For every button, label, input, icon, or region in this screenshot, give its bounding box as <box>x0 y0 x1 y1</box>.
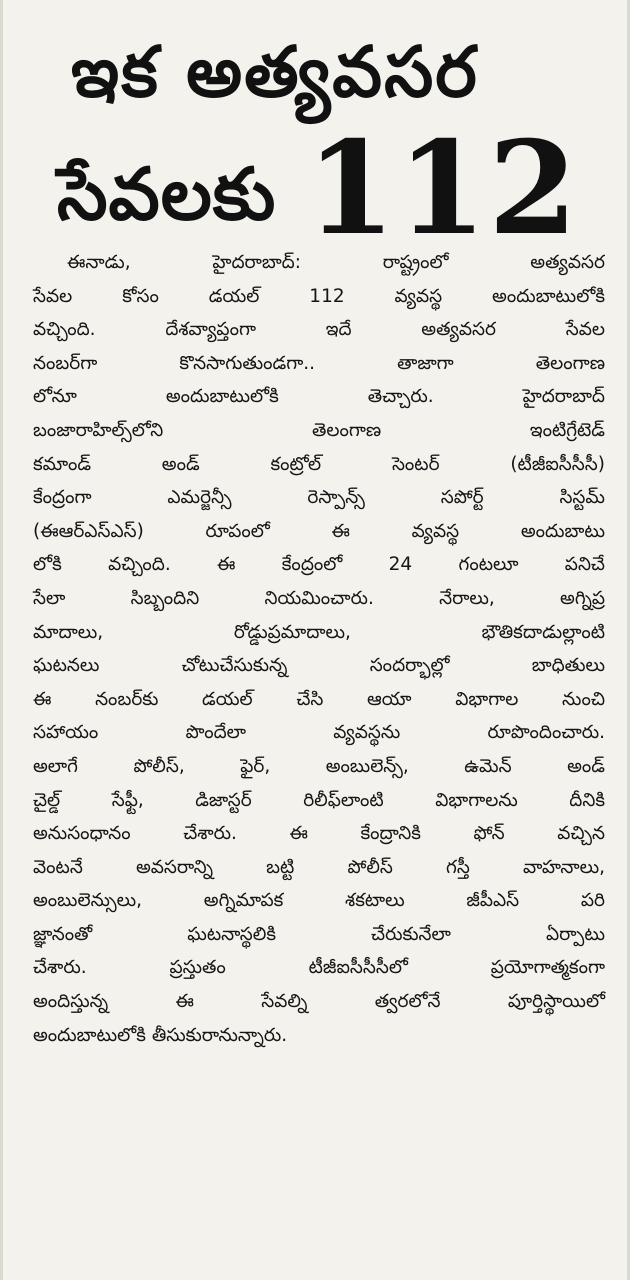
article-line: బంజారాహిల్స్‌లోని తెలంగాణ ఇంటిగ్రేటెడ్ <box>33 419 605 441</box>
article-line: ఈనాడు, హైదరాబాద్: రాష్ట్రంలో అత్యవసర <box>67 252 605 273</box>
article-line: మాదాలు, రోడ్డుప్రమాదాలు, భౌతికదాడుల్లాంటి <box>33 621 605 643</box>
headline-number: 112 <box>306 114 580 264</box>
article-line: లోకి వచ్చింది. ఈ కేంద్రంలో 24 గంటలూ పనిచే <box>33 554 605 576</box>
article-line: చేశారు. ప్రస్తుతం టీజీఐసీసీసీలో ప్రయోగాత్మకంగా <box>33 957 605 979</box>
article-line: ఈ నంబర్‌కు డయల్ చేసి ఆయా విభాగాల నుంచి <box>33 688 605 710</box>
article-line: సేలా సిబ్బందిని నియమించారు. నేరాలు, అగ్నిప్ర <box>33 587 605 609</box>
article-line: సేవల కోసం డయల్ 112 వ్యవస్థ అందుబాటులోకి <box>33 285 605 307</box>
article-line: చైల్డ్ సేఫ్టీ, డిజాస్టర్ రిలీఫ్‌లాంటి విభాగాలను దీనికి <box>33 789 605 811</box>
article-body <box>33 246 605 1052</box>
article-line: జ్ఞానంతో ఘటనాస్థలికి చేరుకునేలా ఏర్పాటు <box>33 923 605 945</box>
article-line: అంబులెన్సులు, అగ్నిమాపక శకటాలు జీపీఎస్ పరి <box>33 890 605 912</box>
article-line: అందుబాటులోకి తీసుకురానున్నారు. <box>33 1024 288 1046</box>
article-line: (ఈఆర్ఎస్ఎస్) రూపంలో ఈ వ్యవస్థ అందుబాటు <box>33 520 605 542</box>
article-line: అనుసంధానం చేశారు. ఈ కేంద్రానికి ఫోన్ వచ్చిన <box>33 823 605 845</box>
article-line: వచ్చింది. దేశవ్యాప్తంగా ఇదే అత్యవసర సేవల <box>33 319 605 341</box>
article-line: వెంటనే అవసరాన్ని బట్టి పోలీస్ గస్తీ వాహనాలు, <box>33 856 605 878</box>
article-line: అందిస్తున్న ఈ సేవల్ని త్వరలోనే పూర్తిస్థాయిలో <box>33 991 605 1013</box>
article-line: ఘటనలు చోటుచేసుకున్న సందర్భాల్లో బాధితులు <box>33 655 605 677</box>
article-line: కమాండ్ అండ్ కంట్రోల్ సెంటర్ (టీజీఐసీసీసీ) <box>33 453 605 475</box>
article-line: నంబర్‌గా కొనసాగుతుండగా.. తాజాగా తెలంగాణ <box>33 352 605 374</box>
article-line: కేంద్రంగా ఎమర్జెన్సీ రెస్పాన్స్ సపోర్ట్ సిస్టమ్ <box>33 487 605 509</box>
article-line: సహాయం పొందేలా వ్యవస్థను రూపొందించారు. <box>33 722 605 744</box>
article-line: లోనూ అందుబాటులోకి తెచ్చారు. హైదరాబాద్ <box>33 386 605 408</box>
headline-line-1: ఇక అత్యవసర <box>71 31 479 113</box>
headline-services-word: సేవలకు <box>57 152 277 236</box>
article-line: అలాగే పోలీస్, ఫైర్, అంబులెన్స్, ఉమెన్ అండ్ <box>33 755 605 777</box>
